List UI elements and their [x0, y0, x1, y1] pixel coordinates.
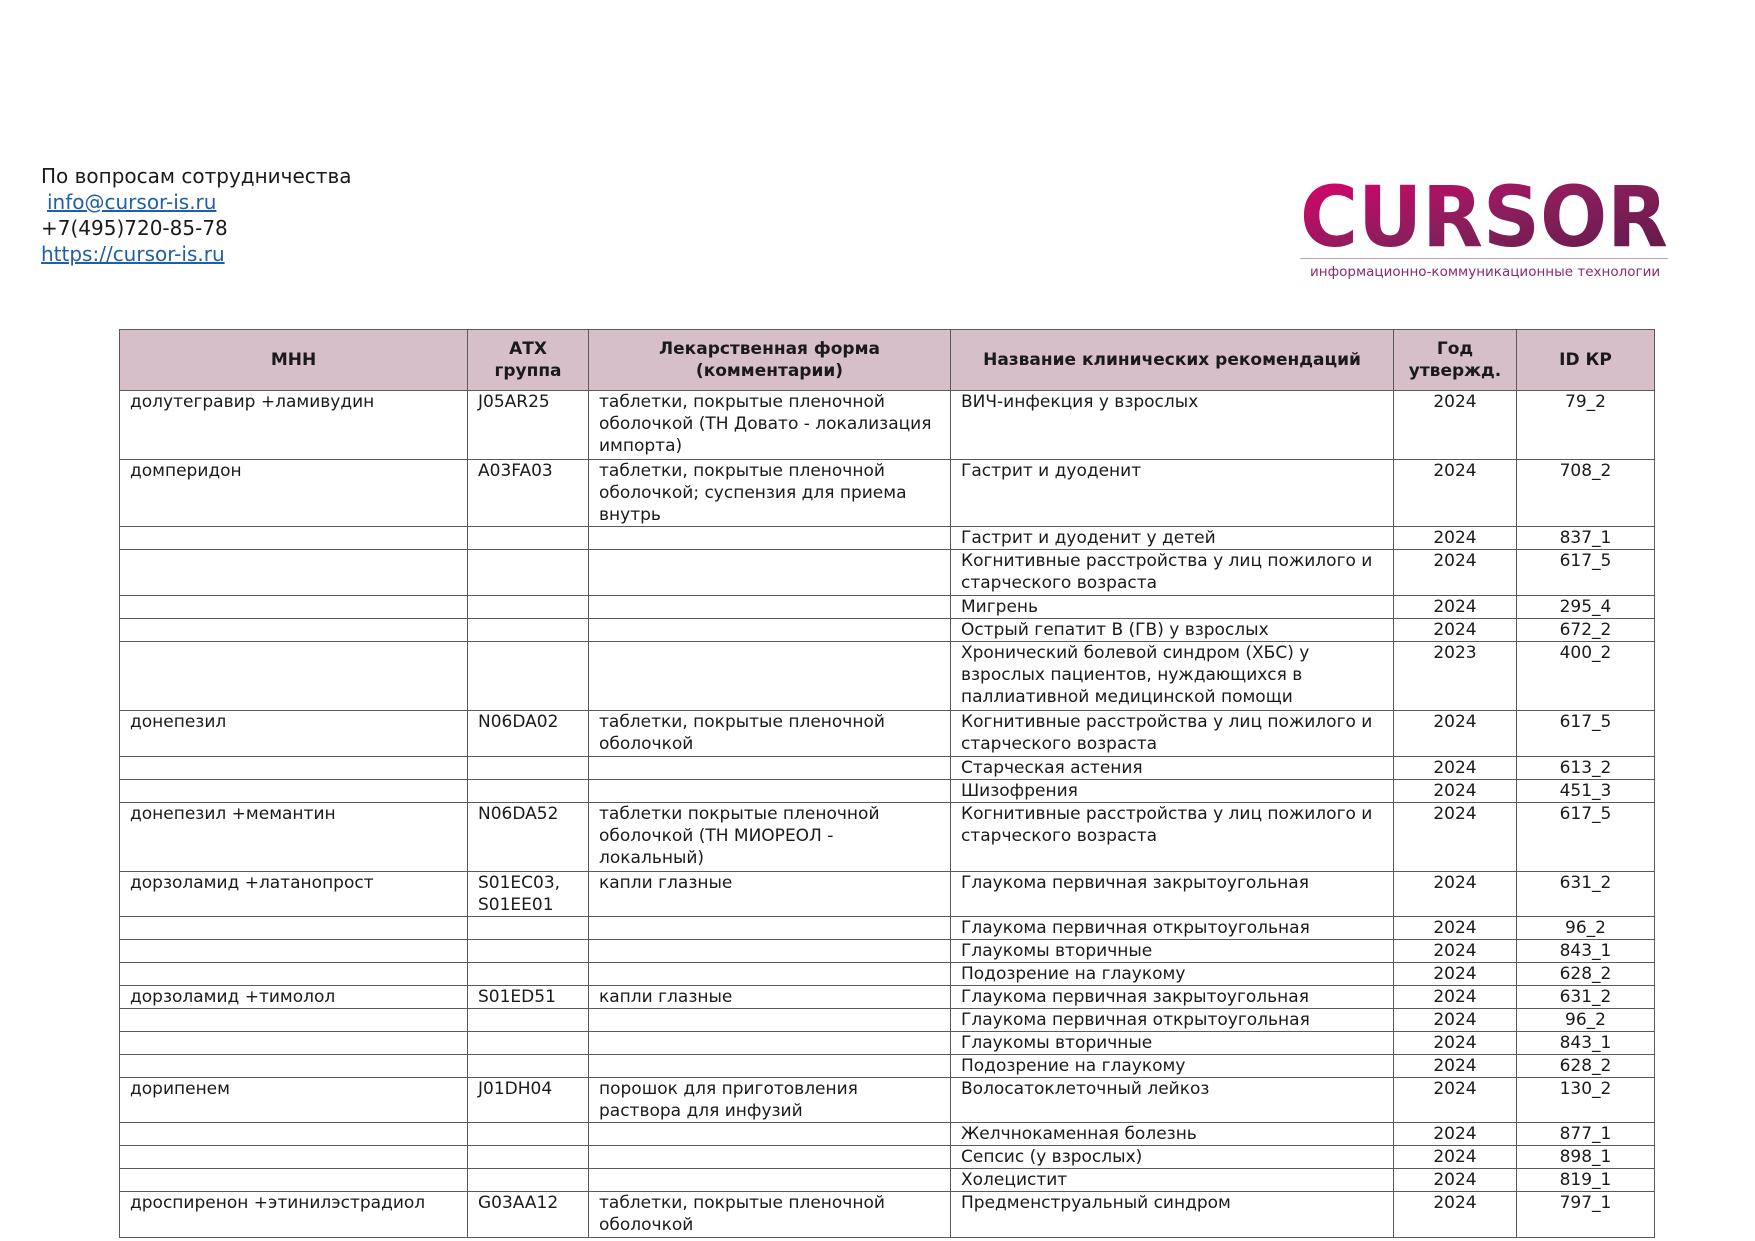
- table-row: [120, 963, 1655, 986]
- cell-rec: Когнитивные расстройства у лиц пожилого и старческого возраста: [951, 550, 1394, 596]
- cell-rec: Глаукома первичная открытоугольная: [951, 1009, 1394, 1032]
- cell-atc: S01ED51: [468, 986, 589, 1009]
- cell-mnn: дорзоламид +латанопрост: [120, 872, 468, 917]
- cell-id: 613_2: [1517, 757, 1655, 780]
- cell-atc: N06DA02: [468, 711, 589, 757]
- cell-id: 877_1: [1517, 1123, 1655, 1146]
- cell-mnn: [120, 1123, 468, 1146]
- cell-atc: [468, 1123, 589, 1146]
- table-header-row: [120, 330, 1655, 391]
- table-row: [120, 391, 1655, 460]
- cell-year: 2024: [1394, 803, 1517, 872]
- cell-id: 96_2: [1517, 917, 1655, 940]
- cell-mnn: [120, 596, 468, 619]
- cell-mnn: [120, 917, 468, 940]
- header-rec: Название клинических рекомендаций: [951, 330, 1394, 391]
- cell-year: 2024: [1394, 986, 1517, 1009]
- cell-atc: N06DA52: [468, 803, 589, 872]
- cell-form: капли глазные: [589, 986, 951, 1009]
- logo-tagline: информационно-коммуникационные технологии: [1310, 264, 1661, 280]
- cell-form: [589, 1009, 951, 1032]
- cell-year: 2024: [1394, 596, 1517, 619]
- cell-year: 2024: [1394, 391, 1517, 460]
- cell-atc: [468, 940, 589, 963]
- cell-year: 2023: [1394, 642, 1517, 711]
- email-link[interactable]: info@cursor-is.ru: [47, 190, 217, 214]
- cell-form: [589, 940, 951, 963]
- header-year: Год утвержд.: [1394, 330, 1517, 391]
- table-row: [120, 803, 1655, 872]
- cell-year: 2024: [1394, 917, 1517, 940]
- cell-id: 451_3: [1517, 780, 1655, 803]
- cell-form: [589, 527, 951, 550]
- cell-atc: [468, 1169, 589, 1192]
- cell-mnn: [120, 940, 468, 963]
- table-row: [120, 872, 1655, 917]
- cell-rec: Глаукома первичная закрытоугольная: [951, 872, 1394, 917]
- cell-id: 96_2: [1517, 1009, 1655, 1032]
- cell-rec: Когнитивные расстройства у лиц пожилого и старческого возраста: [951, 803, 1394, 872]
- cell-atc: [468, 1032, 589, 1055]
- table-row: [120, 940, 1655, 963]
- cell-mnn: [120, 780, 468, 803]
- cell-form: [589, 917, 951, 940]
- cell-id: 797_1: [1517, 1192, 1655, 1238]
- cell-id: 79_2: [1517, 391, 1655, 460]
- cell-mnn: [120, 642, 468, 711]
- cell-rec: Гастрит и дуоденит: [951, 460, 1394, 527]
- cell-id: 628_2: [1517, 963, 1655, 986]
- cell-mnn: [120, 1055, 468, 1078]
- cell-mnn: дорипенем: [120, 1078, 468, 1123]
- table-row: [120, 550, 1655, 596]
- cell-rec: Хронический болевой синдром (ХБС) у взрослых пациентов, нуждающихся в паллиативной медицинской помощи: [951, 642, 1394, 711]
- cell-id: 617_5: [1517, 711, 1655, 757]
- cell-form: [589, 596, 951, 619]
- cell-year: 2024: [1394, 1009, 1517, 1032]
- cell-id: 400_2: [1517, 642, 1655, 711]
- cell-atc: [468, 619, 589, 642]
- cell-year: 2024: [1394, 872, 1517, 917]
- phone-number: +7(495)720-85-78: [41, 216, 228, 240]
- cell-atc: [468, 917, 589, 940]
- cell-form: [589, 757, 951, 780]
- cell-id: 819_1: [1517, 1169, 1655, 1192]
- cell-form: [589, 1055, 951, 1078]
- cell-mnn: [120, 963, 468, 986]
- cell-id: 843_1: [1517, 1032, 1655, 1055]
- cell-form: таблетки, покрытые пленочной оболочкой: [589, 1192, 951, 1238]
- cell-year: 2024: [1394, 1032, 1517, 1055]
- cell-id: 295_4: [1517, 596, 1655, 619]
- cell-year: 2024: [1394, 527, 1517, 550]
- cell-atc: [468, 527, 589, 550]
- cell-id: 837_1: [1517, 527, 1655, 550]
- cell-rec: Волосатоклеточный лейкоз: [951, 1078, 1394, 1123]
- cell-form: [589, 619, 951, 642]
- cell-mnn: [120, 1146, 468, 1169]
- cell-mnn: [120, 550, 468, 596]
- cell-rec: ВИЧ-инфекция у взрослых: [951, 391, 1394, 460]
- cell-id: 843_1: [1517, 940, 1655, 963]
- table-row: [120, 1055, 1655, 1078]
- cell-form: капли глазные: [589, 872, 951, 917]
- cell-atc: [468, 1009, 589, 1032]
- cell-atc: J01DH04: [468, 1078, 589, 1123]
- cell-year: 2024: [1394, 460, 1517, 527]
- contact-block: [41, 163, 352, 267]
- cell-mnn: [120, 1169, 468, 1192]
- table-row: [120, 757, 1655, 780]
- cell-year: 2024: [1394, 1146, 1517, 1169]
- cell-year: 2024: [1394, 619, 1517, 642]
- cell-atc: [468, 757, 589, 780]
- table-row: [120, 596, 1655, 619]
- cell-form: [589, 642, 951, 711]
- cell-id: 617_5: [1517, 550, 1655, 596]
- cell-form: [589, 1032, 951, 1055]
- cell-atc: [468, 596, 589, 619]
- table-row: [120, 711, 1655, 757]
- header-mnn: МНН: [120, 330, 468, 391]
- cell-year: 2024: [1394, 963, 1517, 986]
- table-row: [120, 527, 1655, 550]
- table-row: [120, 1146, 1655, 1169]
- table-row: [120, 780, 1655, 803]
- table-row: [120, 1192, 1655, 1238]
- cell-mnn: дорзоламид +тимолол: [120, 986, 468, 1009]
- cell-mnn: [120, 1009, 468, 1032]
- cell-atc: [468, 963, 589, 986]
- cell-rec: Старческая астения: [951, 757, 1394, 780]
- cell-id: 631_2: [1517, 872, 1655, 917]
- cell-rec: Глаукома первичная открытоугольная: [951, 917, 1394, 940]
- cell-form: [589, 780, 951, 803]
- cell-id: 672_2: [1517, 619, 1655, 642]
- cell-mnn: долутегравир +ламивудин: [120, 391, 468, 460]
- cell-rec: Глаукомы вторичные: [951, 1032, 1394, 1055]
- cell-mnn: донепезил: [120, 711, 468, 757]
- cell-mnn: [120, 619, 468, 642]
- cell-mnn: [120, 1032, 468, 1055]
- cell-rec: Холецистит: [951, 1169, 1394, 1192]
- cell-year: 2024: [1394, 1078, 1517, 1123]
- cell-mnn: дроспиренон +этинилэстрадиол: [120, 1192, 468, 1238]
- cell-id: 628_2: [1517, 1055, 1655, 1078]
- logo-divider: [1300, 258, 1668, 259]
- cell-year: 2024: [1394, 940, 1517, 963]
- cell-year: 2024: [1394, 780, 1517, 803]
- cell-form: [589, 1169, 951, 1192]
- cell-atc: G03AA12: [468, 1192, 589, 1238]
- cell-rec: Когнитивные расстройства у лиц пожилого и старческого возраста: [951, 711, 1394, 757]
- cell-rec: Желчнокаменная болезнь: [951, 1123, 1394, 1146]
- cell-id: 898_1: [1517, 1146, 1655, 1169]
- header-form: Лекарственная форма (комментарии): [589, 330, 951, 391]
- logo-text: CURSOR: [1300, 176, 1668, 256]
- cell-form: таблетки, покрытые пленочной оболочкой: [589, 711, 951, 757]
- cell-year: 2024: [1394, 550, 1517, 596]
- table-row: [120, 1009, 1655, 1032]
- cell-form: таблетки, покрытые пленочной оболочкой; суспензия для приема внутрь: [589, 460, 951, 527]
- cell-mnn: [120, 527, 468, 550]
- table-row: [120, 1078, 1655, 1123]
- cell-rec: Сепсис (у взрослых): [951, 1146, 1394, 1169]
- cell-mnn: [120, 757, 468, 780]
- logo-wordmark: [1300, 176, 1680, 256]
- header-atc: АТХ группа: [468, 330, 589, 391]
- cell-year: 2024: [1394, 1169, 1517, 1192]
- table-row: [120, 619, 1655, 642]
- cell-form: таблетки покрытые пленочной оболочкой (ТН МИОРЕОЛ - локальный): [589, 803, 951, 872]
- cell-form: таблетки, покрытые пленочной оболочкой (ТН Довато - локализация импорта): [589, 391, 951, 460]
- cell-id: 631_2: [1517, 986, 1655, 1009]
- cell-rec: Подозрение на глаукому: [951, 1055, 1394, 1078]
- cell-rec: Глаукомы вторичные: [951, 940, 1394, 963]
- cell-id: 130_2: [1517, 1078, 1655, 1123]
- cell-year: 2024: [1394, 1055, 1517, 1078]
- cell-year: 2024: [1394, 757, 1517, 780]
- table-row: [120, 460, 1655, 527]
- table-row: [120, 1169, 1655, 1192]
- cell-rec: Шизофрения: [951, 780, 1394, 803]
- cell-atc: [468, 1146, 589, 1169]
- contact-heading: По вопросам сотрудничества: [41, 164, 352, 188]
- cell-rec: Гастрит и дуоденит у детей: [951, 527, 1394, 550]
- cell-atc: [468, 550, 589, 596]
- website-link[interactable]: https://cursor-is.ru: [41, 242, 225, 266]
- cell-rec: Глаукома первичная закрытоугольная: [951, 986, 1394, 1009]
- cell-year: 2024: [1394, 1192, 1517, 1238]
- cell-mnn: домперидон: [120, 460, 468, 527]
- cell-form: [589, 1123, 951, 1146]
- cell-atc: [468, 780, 589, 803]
- table-row: [120, 986, 1655, 1009]
- cell-id: 617_5: [1517, 803, 1655, 872]
- table-row: [120, 1123, 1655, 1146]
- cell-form: [589, 1146, 951, 1169]
- cell-year: 2024: [1394, 1123, 1517, 1146]
- cell-atc: [468, 1055, 589, 1078]
- cell-rec: Предменструальный синдром: [951, 1192, 1394, 1238]
- cell-rec: Подозрение на глаукому: [951, 963, 1394, 986]
- cell-rec: Острый гепатит B (ГВ) у взрослых: [951, 619, 1394, 642]
- cell-year: 2024: [1394, 711, 1517, 757]
- table-row: [120, 1032, 1655, 1055]
- cell-atc: S01EC03, S01EE01: [468, 872, 589, 917]
- cell-atc: J05AR25: [468, 391, 589, 460]
- cell-atc: A03FA03: [468, 460, 589, 527]
- cell-mnn: донепезил +мемантин: [120, 803, 468, 872]
- header-id: ID КР: [1517, 330, 1655, 391]
- table-row: [120, 642, 1655, 711]
- table-row: [120, 917, 1655, 940]
- cell-atc: [468, 642, 589, 711]
- cell-id: 708_2: [1517, 460, 1655, 527]
- cell-form: порошок для приготовления раствора для инфузий: [589, 1078, 951, 1123]
- cell-form: [589, 550, 951, 596]
- recommendations-table: [119, 329, 1655, 1238]
- cell-form: [589, 963, 951, 986]
- cell-rec: Мигрень: [951, 596, 1394, 619]
